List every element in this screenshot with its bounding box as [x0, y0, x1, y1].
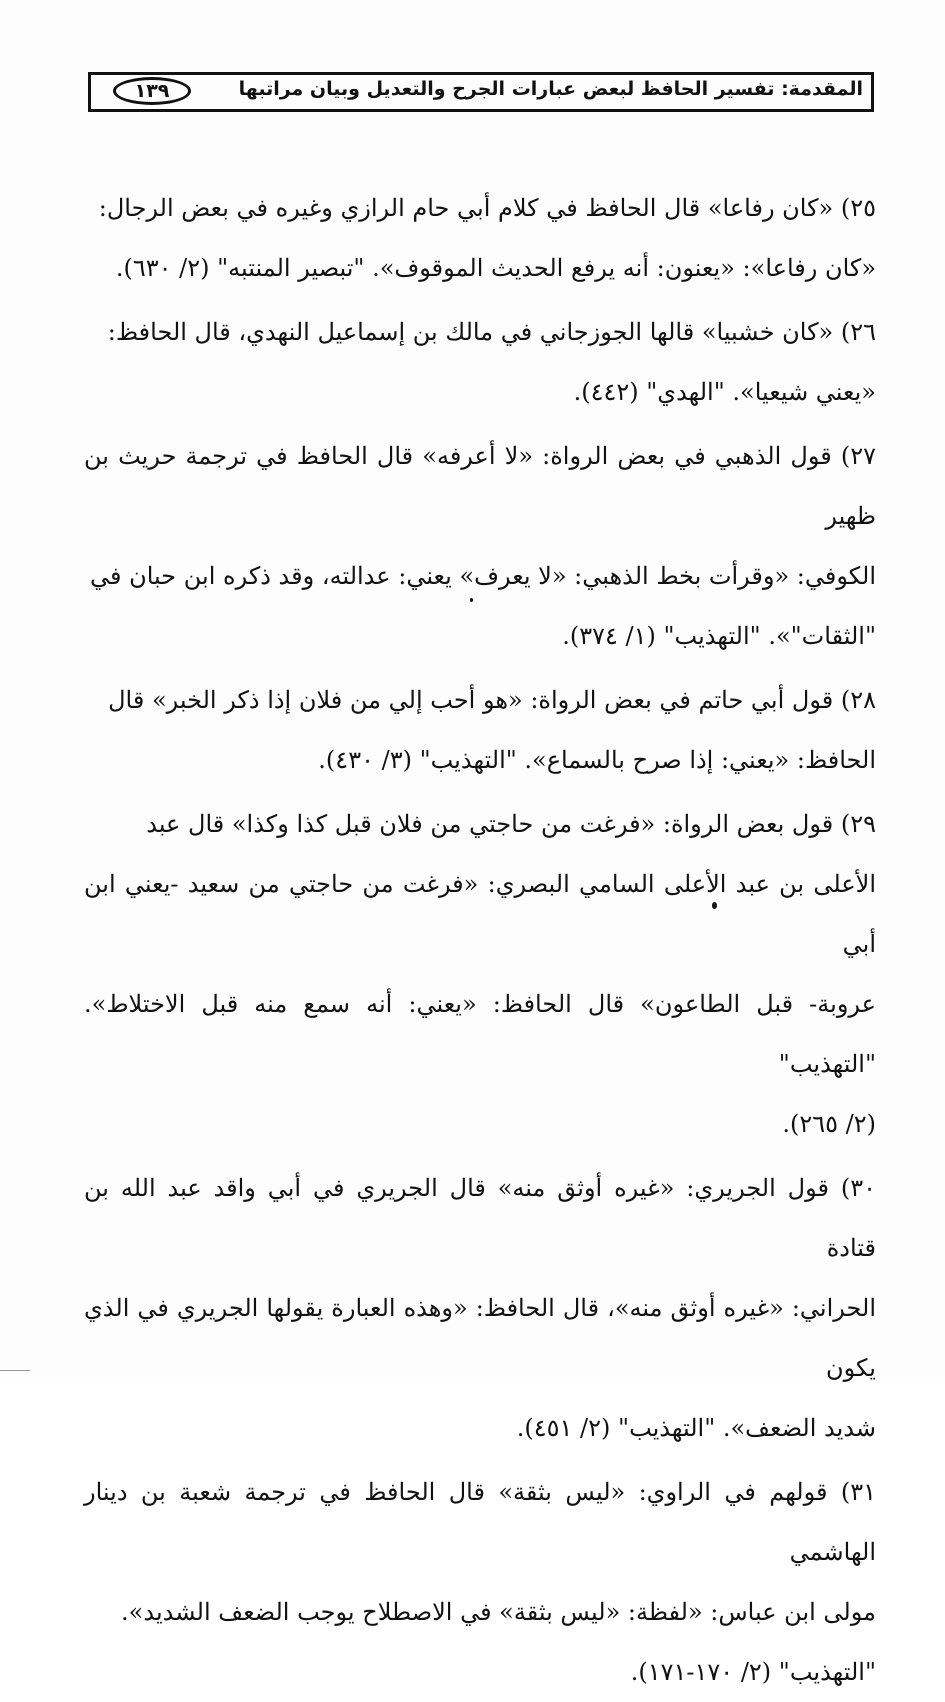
text-line: ٢٦) «كان خشبيا» قالها الجوزجاني في مالك بن إسماعيل النهدي، قال الحافظ:	[107, 318, 876, 346]
text-line: "التهذيب" (٢/ ١٧٠-١٧١).	[630, 1658, 876, 1686]
text-line: (٢/ ٢٦٥).	[782, 1110, 876, 1138]
entry-29	[84, 794, 876, 1154]
text-line: ٢٥) «كان رفاعا» قال الحافظ في كلام أبي حام الرازي وغيره في بعض الرجال:	[98, 194, 876, 222]
text-line: الحراني: «غيره أوثق منه»، قال الحافظ: «وهذه العبارة يقولها الجريري في الذي يكون	[84, 1294, 876, 1382]
page-number: ١٣٩	[113, 77, 191, 105]
text-line: ٢٨) قول أبي حاتم في بعض الرواة: «هو أحب إلي من فلان إذا ذكر الخبر» قال	[108, 686, 876, 714]
text-line: الأعلى بن عبد الأعلى السامي البصري: «فرغت من حاجتي من سعيد -يعني ابن أبي	[84, 870, 876, 958]
main-text	[84, 178, 876, 1702]
entry-28	[84, 670, 876, 790]
page-header	[88, 72, 874, 112]
entry-31	[84, 1462, 876, 1702]
text-line: ٣٠) قول الجريري: «غيره أوثق منه» قال الجريري في أبي واقد عبد الله بن قتادة	[84, 1174, 877, 1262]
text-line: ٢٧) قول الذهبي في بعض الرواة: «لا أعرفه» قال الحافظ في ترجمة حريث بن ظهير	[84, 442, 876, 530]
text-line: الحافظ: «يعني: إذا صرح بالسماع». "التهذيب" (٣/ ٤٣٠).	[318, 746, 876, 774]
text-line: شديد الضعف». "التهذيب" (٢/ ٤٥١).	[516, 1414, 876, 1442]
scan-edge	[0, 1370, 30, 1371]
entry-25	[84, 178, 876, 298]
ink-speck	[712, 902, 717, 909]
text-line: عروبة- قبل الطاعون» قال الحافظ: «يعني: أنه سمع منه قبل الاختلاط». "التهذيب"	[84, 990, 876, 1078]
entry-27	[84, 426, 876, 666]
text-line: "الثقات"». "التهذيب" (١/ ٣٧٤).	[562, 622, 876, 650]
entry-26	[84, 302, 876, 422]
entry-30	[84, 1158, 876, 1458]
ink-speck	[470, 598, 473, 602]
text-line: «كان رفاعا»: «يعنون: أنه يرفع الحديث الموقوف». "تبصير المنتبه" (٢/ ٦٣٠).	[115, 254, 876, 282]
text-line: الكوفي: «وقرأت بخط الذهبي: «لا يعرف» يعني: عدالته، وقد ذكره ابن حبان في	[90, 562, 876, 590]
running-title: المقدمة: تفسير الحافظ لبعض عبارات الجرح والتعديل وبيان مراتبها	[238, 78, 863, 100]
text-line: مولى ابن عباس: «لفظة: «ليس بثقة» في الاصطلاح يوجب الضعف الشديد».	[121, 1598, 876, 1626]
text-line: «يعني شيعيا». "الهدي" (٤٤٢).	[573, 378, 876, 406]
text-line: ٣١) قولهم في الراوي: «ليس بثقة» قال الحافظ في ترجمة شعبة بن دينار الهاشمي	[84, 1478, 876, 1566]
text-line: ٢٩) قول بعض الرواة: «فرغت من حاجتي من فلان قبل كذا وكذا» قال عبد	[146, 810, 876, 838]
